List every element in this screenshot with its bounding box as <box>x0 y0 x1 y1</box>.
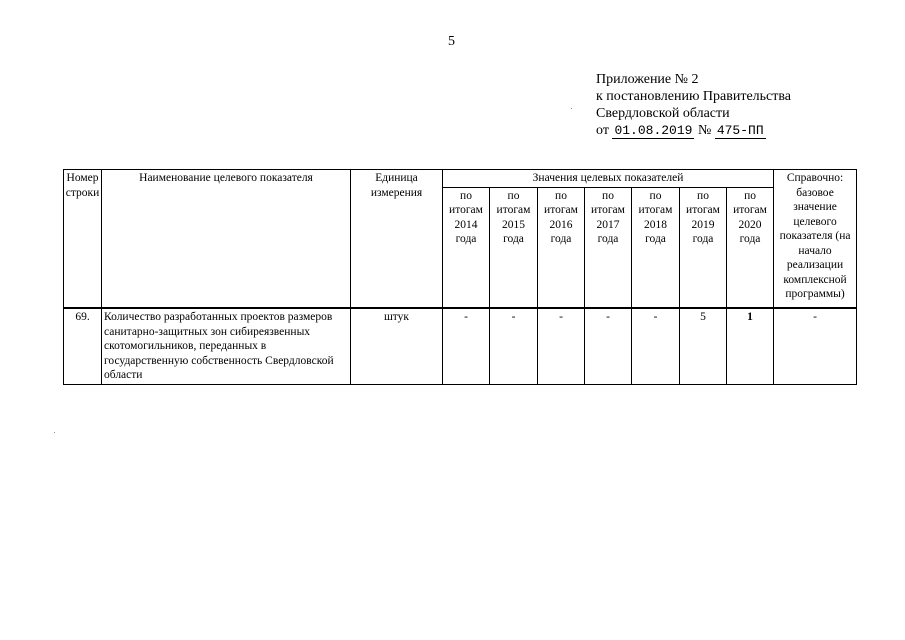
header-row-number: Номер строки <box>64 170 102 309</box>
row-number: 69. <box>64 308 102 384</box>
header-reference: Справочно: базовое значение целевого показателя (на начало реализации комплексной программы) <box>774 170 857 309</box>
header-year: по итогам 2015 года <box>490 187 538 308</box>
resolution-number: 475-ПП <box>716 123 764 138</box>
table-row <box>64 308 857 384</box>
row-value: - <box>632 308 680 384</box>
row-value: - <box>538 308 585 384</box>
scan-speck <box>571 108 572 109</box>
row-value: 1 <box>727 308 774 384</box>
page-number: 5 <box>448 34 455 49</box>
row-indicator-name: Количество разработанных проектов размеров санитарно-защитных зон сибиреязвенных скотомогильников, переданных в государственную собственность Свердловской области <box>102 308 351 384</box>
header-year: по итогам 2019 года <box>680 187 727 308</box>
appendix-date-line <box>596 122 791 139</box>
date-prefix: от <box>596 123 609 138</box>
header-year: по итогам 2014 года <box>443 187 490 308</box>
number-prefix: № <box>697 123 712 138</box>
appendix-resolution: к постановлению Правительства <box>596 89 792 104</box>
resolution-date: 01.08.2019 <box>614 123 693 138</box>
row-unit: штук <box>351 308 443 384</box>
header-unit: Единица измерения <box>351 170 443 309</box>
scan-speck <box>54 432 55 433</box>
appendix-block <box>596 71 791 139</box>
header-values-group: Значения целевых показателей <box>443 170 774 188</box>
row-value: - <box>585 308 632 384</box>
indicators-table <box>63 169 857 385</box>
header-year: по итогам 2018 года <box>632 187 680 308</box>
row-value: 5 <box>680 308 727 384</box>
header-year: по итогам 2017 года <box>585 187 632 308</box>
header-year: по итогам 2016 года <box>538 187 585 308</box>
row-value: - <box>443 308 490 384</box>
header-year: по итогам 2020 года <box>727 187 774 308</box>
row-value: - <box>490 308 538 384</box>
row-reference: - <box>774 308 857 384</box>
header-row-1 <box>64 170 857 188</box>
appendix-title: Приложение № 2 <box>596 72 699 87</box>
header-indicator-name: Наименование целевого показателя <box>102 170 351 309</box>
appendix-region: Свердловской области <box>596 106 730 121</box>
